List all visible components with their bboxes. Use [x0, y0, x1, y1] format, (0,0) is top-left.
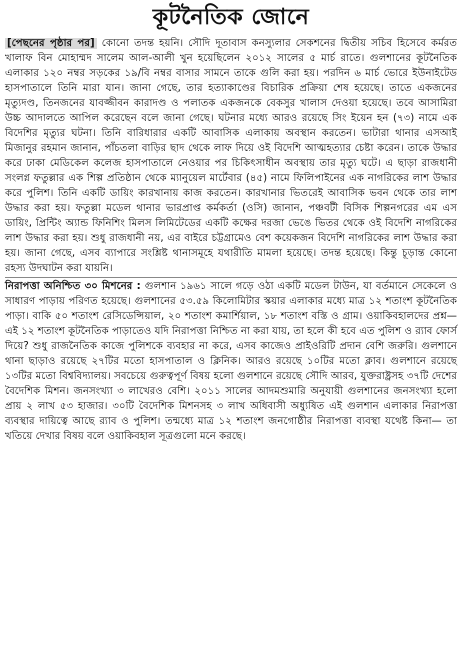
paragraph-1 — [5, 36, 457, 276]
article-headline: কূটনৈতিক জোনে — [152, 5, 310, 30]
continuation-tag: [পেছনের পৃষ্ঠার পর] — [7, 38, 95, 49]
paragraph-1-text: কোনো তদন্ত হয়নি। সৌদি দূতাবাস কনস্যুলার সেকশনের দ্বিতীয় সচিব হিসেবে কর্মরত খালাফ বিন মোহাম্মদ সালেম আল-আলী খুন হয়েছিলেন ২০১২ সালের ৫ মার্চ রাতে। গুলশানের কূটনৈতিক এলাকার ১২০ নম্বর সড়কের ১৯/বি নম্বর বাসার সামনে তাকে গুলি করা হয়। পরদিন ৬ মার্চ ভোরে ইউনাইটেড হাসপাতালে তিনি মারা যান। জানা গেছে, তার হত্যাকাণ্ডের বিচারিক প্রক্রিয়া শেষ হয়েছে। তাতে একজনের মৃত্যুদণ্ড, তিনজনের যাবজ্জীবন কারাদণ্ড ও পলাতক একজনকে বেকসুর খালাস দেওয়া হয়েছে। তবে আসামিরা উচ্চ আদালতে আপিল করেছেন বলে জানা গেছে। ঘটনার মধ্যে আরও রয়েছে সিং ইয়েন হন (৭৩) নামে এক বিদেশির মৃত্যুর ঘটনা। তিনি বারিধারার একটি আবাসিক এলাকায় অবস্থান করতেন। ভাটারা থানার এসআই মিজানুর রহমান জানান, পাঁচতলা বাড়ির ছাদ থেকে লাফ দিয়ে ওই বিদেশি আত্মহত্যার চেষ্টা করেন। তাকে উদ্ধার করে ঢাকা মেডিকেল কলেজ হাসপাতালে নেওয়ার পর চিকিৎসাধীন অবস্থায় তার মৃত্যু ঘটে। এ ছাড়া রাজধানী সংলগ্ন ফতুল্লার এক শিল্প প্রতিষ্ঠান থেকে ম্যানুয়েল মার্টেবার (৪৫) নামে ফিলিপাইনের এক নাগরিকের লাশ উদ্ধার করে পুলিশ। তিনি একটি ডায়িং কারখানায় কাজ করতেন। কারখানার ভিতরেই আবাসিক ভবন থেকে তার লাশ উদ্ধার করা হয়। ফতুল্লা মডেল থানার ভারপ্রাপ্ত কর্মকর্তা (ওসি) জানান, পঞ্চবটী বিসিক শিল্পনগরের এম এস ডায়িং, প্রিন্টিং অ্যান্ড ফিনিশিং মিলস লিমিটেডের একটি কক্ষের দরজা ভেঙে ভিতর থেকে ওই বিদেশি নাগরিকের লাশ উদ্ধার করা হয়। শুধু রাজধানী নয়, এর বাইরে চট্টগ্রামেও বেশ কয়েকজন বিদেশি নাগরিকের লাশ উদ্ধার করা হয়। জানা গেছে, এসব ব্যাপারে সংশ্লিষ্ট থানাসমূহে যথারীতি মামলা হয়েছে। তদন্ত হয়েছে। কিন্তু চূড়ান্ত কোনো রহস্য উদঘাটন করা যায়নি। — [5, 38, 457, 274]
paragraph-2-text: গুলশান ১৯৬১ সালে গড়ে ওঠা একটি মডেল টাউন, যা বর্তমানে সেকেলে ও সাধারণ পাড়ায় পরিণত হয়েছে। গুলশানের ৫৩.৫৯ কিলোমিটার স্কয়ার এলাকার মধ্যে মাত্র ১২ শতাংশ কূটনৈতিক পাড়া। বাকি ৫০ শতাংশ রেসিডেন্সিয়াল, ২০ শতাংশ কমার্শিয়াল, ১৮ শতাংশ বস্তি ও গ্রাম। ওয়াকিবহালদের প্রশ্ন— এই ১২ শতাংশ কূটনৈতিক পাড়াতেও যদি নিরাপত্তা নিশ্চিত না করা যায়, তা হলে কী হবে এত পুলিশ ও র‍্যাব ফোর্স দিয়ে? শুধু রাজনৈতিক কাজে পুলিশকে ব্যবহার না করে, এসব কাজেও প্রাইওরিটি প্রদান বেশি জরুরি। গুলশানে থানা ছাড়াও রয়েছে ২৭টির মতো হাসপাতাল ও ক্লিনিক। আরও রয়েছে ১০টির মতো ক্লাব। গুলশানে রয়েছে ১৩টির মতো বিশ্ববিদ্যালয়। সবচেয়ে গুরুত্বপূর্ণ বিষয় হলো গুলশানে রয়েছে সৌদি আরব, যুক্তরাষ্ট্রসহ ৩৭টি দেশের বৈদেশিক মিশন। জনসংখ্যা ৩ লাখেরও বেশি। ২০১১ সালের আদমশুমারি অনুযায়ী গুলশানের জনসংখ্যা হলো প্রায় ২ লাখ ৫৩ হাজার। ৩০টি বৈদেশিক মিশনসহ ৩ লাখ অধিবাসী অধ্যুষিত এই গুলশান এলাকার নিরাপত্তা ব্যবস্থার দায়িত্বে আছে র‍্যাব ও পুলিশ। তন্মধ্যে মাত্র ১২ শতাংশ জনগোষ্ঠীর নিরাপত্তা ব্যবস্থা যথেষ্ট কিনা— তা খতিয়ে দেখার বিষয় বলে ওয়াকিবহাল সূত্রগুলো মনে করছে। — [5, 281, 457, 442]
paragraph-2 — [5, 279, 457, 444]
section-divider — [5, 277, 457, 278]
section-subhead: নিরাপত্তা অনিশ্চিত ৩০ মিশনের : — [5, 281, 141, 292]
article-body — [5, 36, 457, 444]
